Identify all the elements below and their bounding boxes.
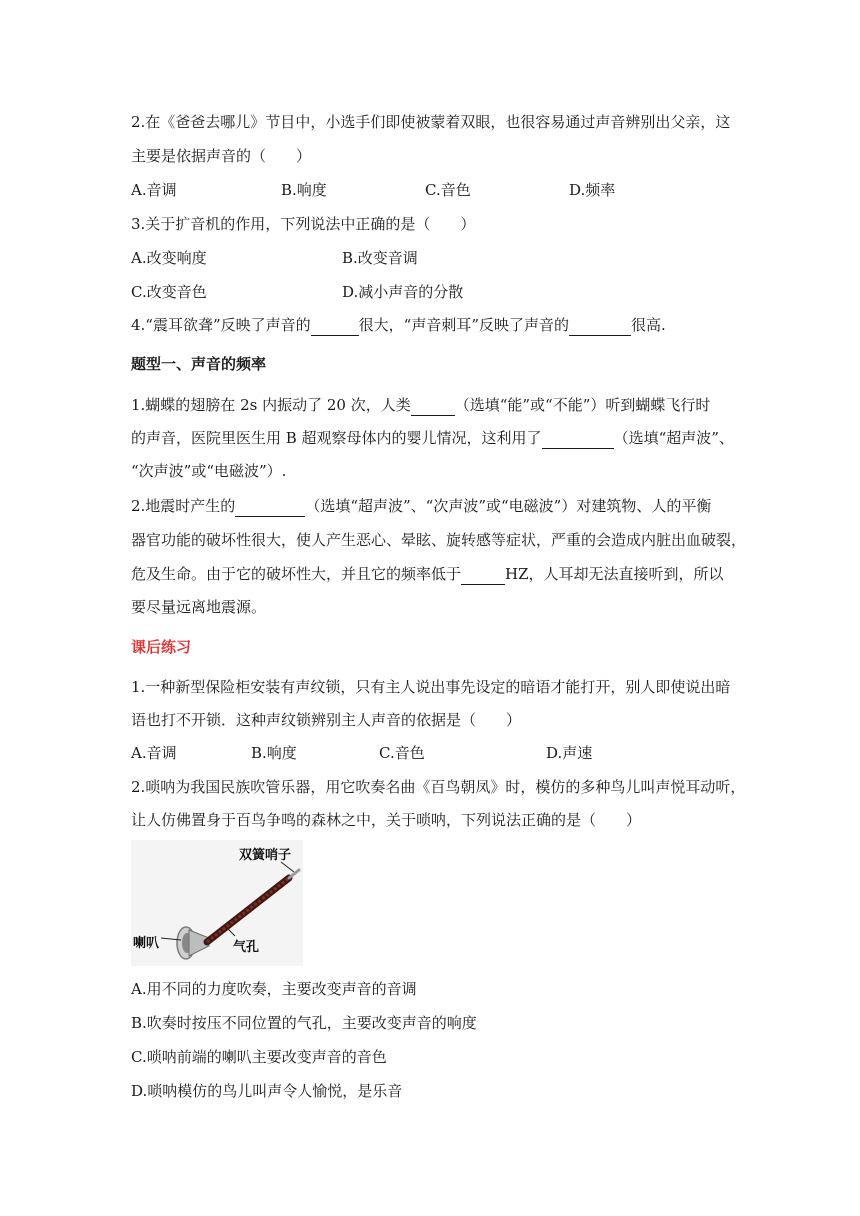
suona-figure (131, 840, 303, 966)
question-text: 2.在《爸爸去哪儿》节目中，小选手们即使被蒙着双眼，也很容易通过声音辨别出父亲，这 (131, 113, 731, 131)
option-c: C.音色 (425, 181, 471, 199)
option-d: D.声速 (546, 744, 593, 762)
question-text-part: （选填“能”或“不能”）听到蝴蝶飞行时 (454, 396, 711, 414)
question-text: 1.一种新型保险柜安装有声纹锁，只有主人说出事先设定的暗语才能打开，别人即使说出暗 (131, 678, 731, 696)
hole-label: 气孔 (233, 940, 260, 955)
question-text-part: 4.“震耳欲聋”反映了声音的 (131, 316, 311, 334)
question-text-part: （选填“超声波”、“次声波”或“电磁波”）对建筑物、人的平衡 (305, 497, 712, 515)
question-text-part: 2.地震时产生的 (131, 497, 236, 515)
question-text-part: 很大，“声音刺耳”反映了声音的 (358, 316, 569, 334)
question-text-part: （选填“超声波”、 (613, 429, 734, 447)
option-b: B.响度 (251, 744, 297, 762)
reed-leader-line (281, 862, 294, 872)
question-text: 让人仿佛置身于百鸟争鸣的森林之中，关于唢呐，下列说法正确的是（ ） (131, 811, 642, 829)
hole-leader-line (227, 928, 235, 936)
option-c: C.唢呐前端的喇叭主要改变声音的音色 (131, 1048, 387, 1066)
question-text (131, 395, 741, 416)
question-text: 2.唢呐为我国民族吹管乐器，用它吹奏名曲《百鸟朝凤》时，模仿的多种鸟儿叫声悦耳动听， (131, 778, 746, 796)
option-d: D.频率 (569, 181, 616, 199)
option-b: B.吹奏时按压不同位置的气孔，主要改变声音的响度 (131, 1014, 477, 1032)
section-heading: 课后练习 (131, 638, 192, 656)
reed-label: 双簧哨子 (239, 848, 292, 863)
question-text: 3.关于扩音机的作用，下列说法中正确的是（ ） (131, 215, 476, 233)
answer-blank (235, 496, 305, 517)
question-text: “次声波”或“电磁波”）. (131, 462, 287, 480)
option-d: D.唢呐模仿的鸟儿叫声令人愉悦，是乐音 (131, 1082, 403, 1100)
question-text: 主要是依据声音的（ ） (131, 147, 312, 165)
question-text-part: 的声音，医院里医生用 B 超观察母体内的婴儿情况，这利用了 (131, 429, 542, 447)
option-c: C.改变音色 (131, 283, 207, 301)
answer-blank (311, 315, 359, 336)
option-c: C.音色 (379, 744, 425, 762)
option-a: A.用不同的力度吹奏，主要改变声音的音调 (131, 980, 417, 998)
option-a: A.改变响度 (131, 249, 207, 267)
bell-label: 喇叭 (133, 936, 160, 951)
question-text (131, 428, 741, 449)
option-d: D.减小声音的分散 (342, 283, 464, 301)
question-text (131, 496, 741, 517)
question-text: 语也打不开锁．这种声纹锁辨别主人声音的依据是（ ） (131, 711, 522, 729)
option-a: A.音调 (131, 744, 177, 762)
option-b: B.改变音调 (342, 249, 418, 267)
answer-blank (569, 315, 631, 336)
section-heading: 题型一、声音的频率 (131, 355, 267, 373)
question-text (131, 315, 741, 336)
question-text-part: 很高. (631, 316, 666, 334)
question-text: 要尽量远离地震源。 (131, 598, 267, 616)
option-b: B.响度 (281, 181, 327, 199)
question-text (131, 564, 741, 585)
question-text-part: 危及生命。由于它的破坏性大，并且它的频率低于 (131, 565, 462, 583)
question-text: 器官功能的破坏性很大，使人产生恶心、晕眩、旋转感等症状，严重的会造成内脏出血破裂， (131, 531, 747, 549)
question-text-part: 1.蝴蝶的翅膀在 2s 内振动了 20 次，人类 (131, 396, 411, 414)
answer-blank (542, 428, 614, 449)
reed-shape (289, 870, 299, 878)
answer-blank (411, 395, 455, 416)
question-text-part: HZ，人耳却无法直接听到，所以 (505, 565, 724, 583)
answer-blank (461, 564, 505, 585)
option-a: A.音调 (131, 181, 177, 199)
